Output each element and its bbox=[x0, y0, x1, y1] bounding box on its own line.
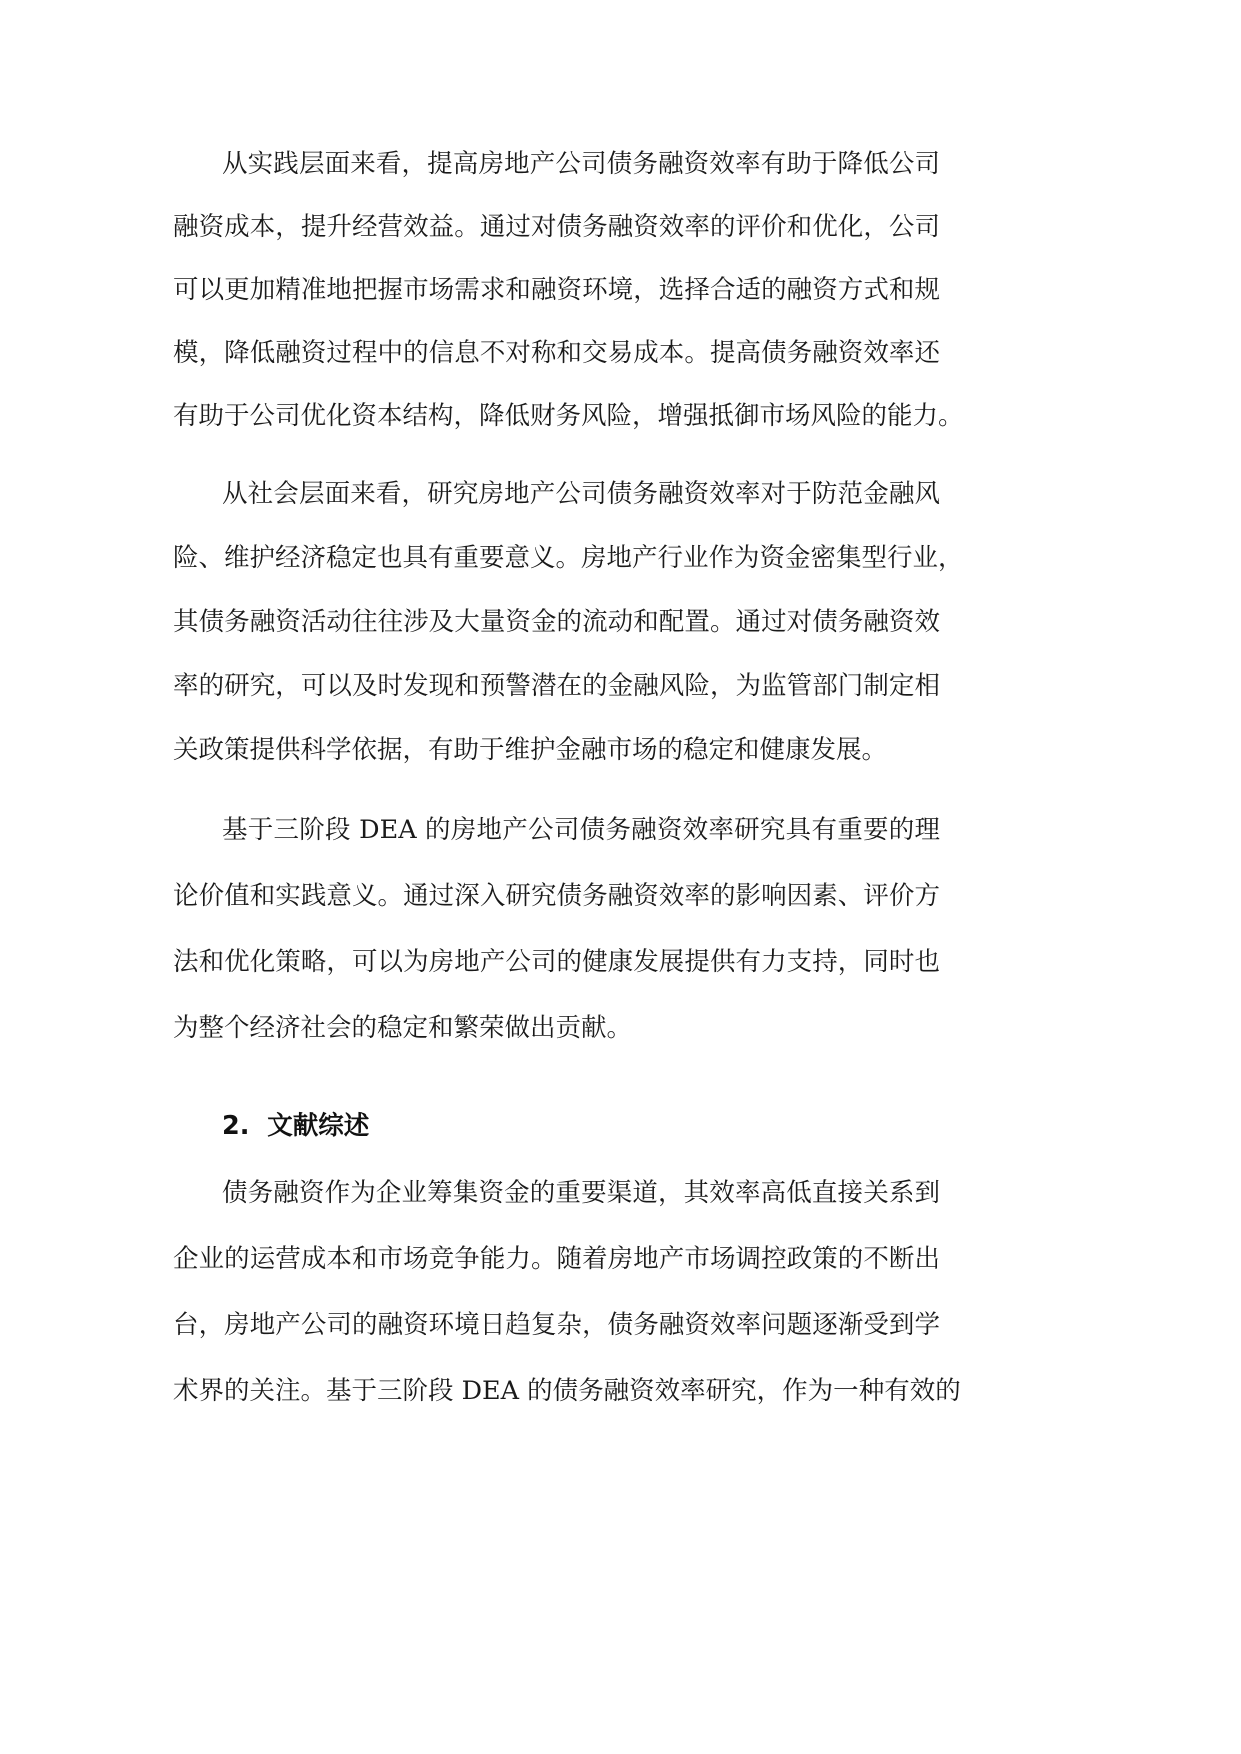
text-line: 台，房地产公司的融资环境日趋复杂，债务融资效率问题逐渐受到学 bbox=[173, 1310, 940, 1340]
text-line: 企业的运营成本和市场竞争能力。随着房地产市场调控政策的不断出 bbox=[173, 1244, 940, 1274]
paragraph-literature-review bbox=[173, 1160, 961, 1424]
text-line: 术界的关注。基于三阶段 DEA 的债务融资效率研究，作为一种有效的 bbox=[173, 1376, 961, 1406]
paragraph-practical-significance bbox=[173, 133, 964, 448]
text-line: 模，降低融资过程中的信息不对称和交易成本。提高债务融资效率还 bbox=[173, 338, 940, 368]
section-number: 2. bbox=[222, 1111, 250, 1141]
text-line: 可以更加精准地把握市场需求和融资环境，选择合适的融资方式和规 bbox=[173, 275, 940, 305]
text-line: 险、维护经济稳定也具有重要意义。房地产行业作为资金密集型行业， bbox=[173, 543, 964, 573]
text-line: 关政策提供科学依据，有助于维护金融市场的稳定和健康发展。 bbox=[173, 735, 888, 765]
text-line: 债务融资作为企业筹集资金的重要渠道，其效率高低直接关系到 bbox=[222, 1178, 940, 1208]
paragraph-social-significance bbox=[173, 462, 964, 782]
text-line: 基于三阶段 DEA 的房地产公司债务融资效率研究具有重要的理 bbox=[222, 815, 940, 845]
text-line: 为整个经济社会的稳定和繁荣做出贡献。 bbox=[173, 1013, 633, 1043]
text-line: 从社会层面来看，研究房地产公司债务融资效率对于防范金融风 bbox=[222, 479, 940, 509]
section-title: 文献综述 bbox=[267, 1111, 370, 1141]
paragraph-research-value bbox=[173, 797, 940, 1061]
text-line: 融资成本，提升经营效益。通过对债务融资效率的评价和优化，公司 bbox=[173, 212, 940, 242]
text-line: 法和优化策略，可以为房地产公司的健康发展提供有力支持，同时也 bbox=[173, 947, 940, 977]
text-line: 论价值和实践意义。通过深入研究债务融资效率的影响因素、评价方 bbox=[173, 881, 940, 911]
section-heading bbox=[222, 1094, 369, 1158]
text-line: 率的研究，可以及时发现和预警潜在的金融风险，为监管部门制定相 bbox=[173, 671, 940, 701]
text-line: 有助于公司优化资本结构，降低财务风险，增强抵御市场风险的能力。 bbox=[173, 401, 964, 431]
text-line: 从实践层面来看，提高房地产公司债务融资效率有助于降低公司 bbox=[222, 149, 940, 179]
text-line: 其债务融资活动往往涉及大量资金的流动和配置。通过对债务融资效 bbox=[173, 607, 940, 637]
